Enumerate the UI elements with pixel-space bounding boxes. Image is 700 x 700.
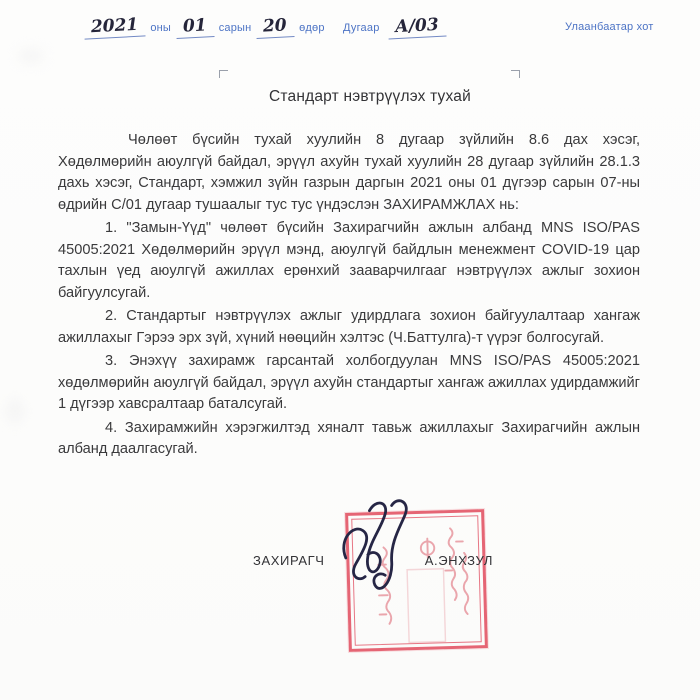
scan-smudge xyxy=(6,398,24,424)
signature-row xyxy=(253,553,493,568)
handwritten-day: 20 xyxy=(256,15,295,39)
handwritten-signature xyxy=(330,495,424,608)
corner-mark-right xyxy=(511,70,520,78)
handwritten-year: 2021 xyxy=(83,14,145,39)
scan-smudge xyxy=(18,48,44,64)
handwritten-month: 01 xyxy=(175,15,214,39)
corner-mark-left xyxy=(219,70,228,78)
month-label: сарын xyxy=(218,22,252,34)
paragraph-item-2: 2. Стандартыг нэвтрүүлэх ажлыг удирдлага зохион байгуулалтаар хангаж ажиллахыг Гэрээ эрх зүй, хүний нөөцийн хэлтэс (Ч.Баттулга)-т үүрэг болгосугай. xyxy=(58,308,640,346)
document-body xyxy=(58,130,640,463)
day-label: өдөр xyxy=(299,22,325,34)
paragraph-item-1: 1. "Замын-Үүд" чөлөөт бүсийн Захирагчийн ажлын албанд MNS ISO/PAS 45005:2021 Хөдөлмөрийн эрүүл мэнд, аюулгүй байдлын менежмент COVID-19 цар тахлын үед аюулгүй ажиллах ерөнхий зааварчилгааг нэвтрүүлэх ажлыг зохион байгуулсугай. xyxy=(58,220,640,301)
city-label: Улаанбаатар хот xyxy=(565,21,654,33)
handwritten-document-number: А/03 xyxy=(387,15,446,40)
year-label: оны xyxy=(150,22,172,34)
signer-role: ЗАХИРАГЧ xyxy=(253,553,325,568)
paragraph-preamble: Чөлөөт бүсийн тухай хуулийн 8 дугаар зүйлийн 8.6 дах хэсэг, Хөдөлмөрийн аюулгүй байдал, эрүүл ахуйн тухай хуулийн 28 дугаар зүйлийн 28.1.3 дахь хэсэг, Стандарт, хэмжил зүйн газрын даргын 2021 оны 01 дүгээр сарын 07-ны өдрийн С/01 дугаар тушаалыг тус тус үндэслэн ЗАХИРАМЖЛАХ нь: xyxy=(58,132,640,213)
document-number-line xyxy=(343,16,445,38)
number-label: Дугаар xyxy=(343,22,380,34)
signer-name: А.ЭНХЗУЛ xyxy=(424,553,493,568)
date-line xyxy=(84,16,325,38)
document-title: Стандарт нэвтрүүлэх тухай xyxy=(269,88,471,105)
paragraph-item-4: 4. Захирамжийн хэрэгжилтэд хяналт тавьж ажиллахыг Захирагчийн ажлын албанд даалгасугай. xyxy=(58,419,640,457)
paragraph-item-3: 3. Энэхүү захирамж гарсантай холбогдуулан MNS ISO/PAS 45005:2021 хөдөлмөрийн аюулгүй байдал, эрүүл ахуйн стандартыг хангаж ажиллах удирдамжийг 1 дүгээр хавсралтаар баталсугай. xyxy=(58,353,640,412)
